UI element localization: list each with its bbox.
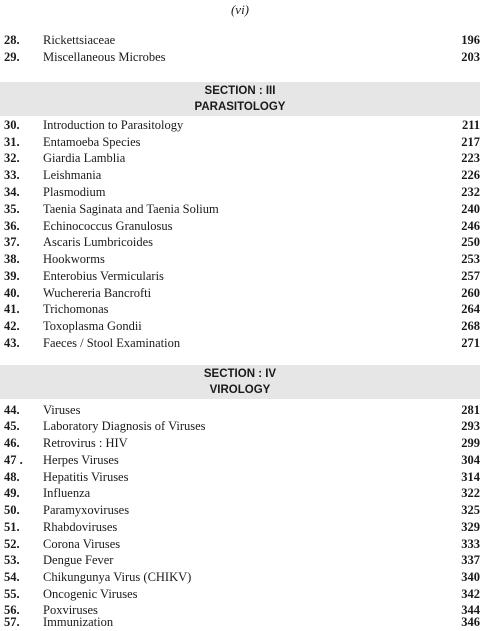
entry-page: 329 [461, 520, 480, 534]
toc-entry [0, 502, 480, 519]
entry-page: 337 [461, 553, 480, 567]
entry-page: 223 [461, 151, 480, 165]
entry-title: Trichomonas [43, 302, 109, 316]
toc-entry [0, 251, 480, 268]
entry-title: Rickettsiaceae [43, 33, 116, 47]
entry-page: 281 [461, 403, 480, 417]
entry-title: Entamoeba Species [43, 135, 141, 149]
toc-entry [0, 536, 480, 553]
entry-number: 40. [4, 286, 20, 300]
entry-page: 299 [461, 436, 480, 450]
section-heading: SECTION : III [204, 85, 276, 97]
entry-title: Hookworms [43, 252, 105, 266]
toc-entry [0, 469, 480, 486]
entry-number: 57. [4, 615, 20, 629]
entry-number: 52. [4, 537, 20, 551]
entry-title: Herpes Viruses [43, 453, 119, 467]
entry-page: 325 [461, 503, 480, 517]
entry-page: 271 [461, 336, 480, 350]
entry-title: Chikungunya Virus (CHIKV) [43, 570, 192, 584]
toc-entry [0, 614, 480, 631]
entry-page: 333 [461, 537, 480, 551]
entry-page: 217 [461, 135, 480, 149]
entry-title: Hepatitis Viruses [43, 470, 129, 484]
page-number: (vi) [230, 2, 250, 17]
entry-number: 37. [4, 235, 20, 249]
entry-number: 56. [4, 603, 20, 617]
entry-title: Viruses [43, 403, 81, 417]
toc-entry [0, 268, 480, 285]
toc-entry [0, 167, 480, 184]
entry-number: 41. [4, 302, 20, 316]
entry-title: Faeces / Stool Examination [43, 336, 181, 350]
entry-title: Plasmodium [43, 185, 106, 199]
toc-entry [0, 402, 480, 419]
toc-entry [0, 335, 480, 352]
entry-title: Laboratory Diagnosis of Viruses [43, 419, 206, 433]
toc-entry [0, 201, 480, 218]
entry-number: 49. [4, 486, 20, 500]
entry-title: Echinococcus Granulosus [43, 219, 173, 233]
entry-page: 203 [461, 50, 480, 64]
toc-entry [0, 184, 480, 201]
toc-entry [0, 586, 480, 603]
entry-number: 28. [4, 33, 20, 47]
entry-page: 250 [461, 235, 480, 249]
entry-title: Corona Viruses [43, 537, 121, 551]
entry-page: 257 [461, 269, 480, 283]
entry-number: 48. [4, 470, 20, 484]
toc-entry [0, 150, 480, 167]
entry-title: Toxoplasma Gondii [43, 319, 142, 333]
toc-entry [0, 234, 480, 251]
section-subheading: VIROLOGY [209, 384, 271, 396]
entry-number: 44. [4, 403, 20, 417]
entry-title: Immunization [43, 615, 114, 629]
entry-page: 293 [461, 419, 480, 433]
section-header [0, 365, 480, 399]
toc-entry [0, 485, 480, 502]
entry-title: Ascaris Lumbricoides [43, 235, 154, 249]
toc-entry [0, 301, 480, 318]
entry-number: 51. [4, 520, 20, 534]
toc-entry [0, 218, 480, 235]
entry-number: 38. [4, 252, 20, 266]
entry-page: 211 [461, 118, 480, 132]
toc-entry [0, 569, 480, 586]
entry-page: 232 [461, 185, 480, 199]
entry-title: Oncogenic Viruses [43, 587, 138, 601]
entry-title: Taenia Saginata and Taenia Solium [43, 202, 219, 216]
entry-title: Introduction to Parasitology [43, 118, 184, 132]
entry-page: 340 [461, 570, 480, 584]
toc-entry [0, 552, 480, 569]
entry-number: 53. [4, 553, 20, 567]
entry-title: Wuchereria Bancrofti [43, 286, 152, 300]
entry-title: Rhabdoviruses [43, 520, 118, 534]
toc-entry [0, 318, 480, 335]
entry-title: Poxviruses [43, 603, 98, 617]
entry-number: 46. [4, 436, 20, 450]
entry-page: 260 [461, 286, 480, 300]
entry-number: 32. [4, 151, 20, 165]
toc-entry [0, 49, 480, 66]
entry-number: 42. [4, 319, 20, 333]
entry-page: 342 [461, 587, 480, 601]
entry-title: Dengue Fever [43, 553, 114, 567]
entry-page: 264 [461, 302, 480, 316]
entry-page: 196 [461, 33, 480, 47]
entry-title: Retrovirus : HIV [43, 436, 128, 450]
toc-entry [0, 32, 480, 49]
entry-number: 29. [4, 50, 20, 64]
entry-title: Leishmania [43, 168, 102, 182]
entry-page: 253 [461, 252, 480, 266]
entry-title: Influenza [43, 486, 91, 500]
entry-title: Enterobius Vermicularis [43, 269, 164, 283]
entry-number: 55. [4, 587, 20, 601]
entry-number: 30. [4, 118, 20, 132]
entry-number: 45. [4, 419, 20, 433]
entry-page: 314 [461, 470, 480, 484]
entry-page: 344 [461, 603, 480, 617]
entry-page: 226 [461, 168, 480, 182]
entry-number: 43. [4, 336, 20, 350]
section-header [0, 82, 480, 116]
toc-entry [0, 435, 480, 452]
entry-page: 304 [461, 453, 480, 467]
toc-entry [0, 452, 480, 469]
entry-number: 34. [4, 185, 20, 199]
entry-page: 268 [461, 319, 480, 333]
entry-title: Miscellaneous Microbes [43, 50, 166, 64]
toc-entry [0, 134, 480, 151]
entry-number: 31. [4, 135, 20, 149]
toc-entry [0, 117, 480, 134]
entry-number: 35. [4, 202, 20, 216]
entry-page: 322 [461, 486, 480, 500]
entry-number: 36. [4, 219, 20, 233]
entry-title: Giardia Lamblia [43, 151, 126, 165]
toc-entry [0, 418, 480, 435]
toc-entry [0, 519, 480, 536]
entry-number: 54. [4, 570, 20, 584]
section-heading: SECTION : IV [203, 368, 277, 380]
entry-page: 346 [461, 615, 480, 629]
entry-number: 39. [4, 269, 20, 283]
toc-entry [0, 285, 480, 302]
entry-page: 246 [461, 219, 480, 233]
section-subheading: PARASITOLOGY [194, 101, 286, 113]
entry-number: 50. [4, 503, 20, 517]
entry-number: 47 . [4, 453, 23, 467]
entry-title: Paramyxoviruses [43, 503, 130, 517]
entry-number: 33. [4, 168, 20, 182]
entry-page: 240 [461, 202, 480, 216]
